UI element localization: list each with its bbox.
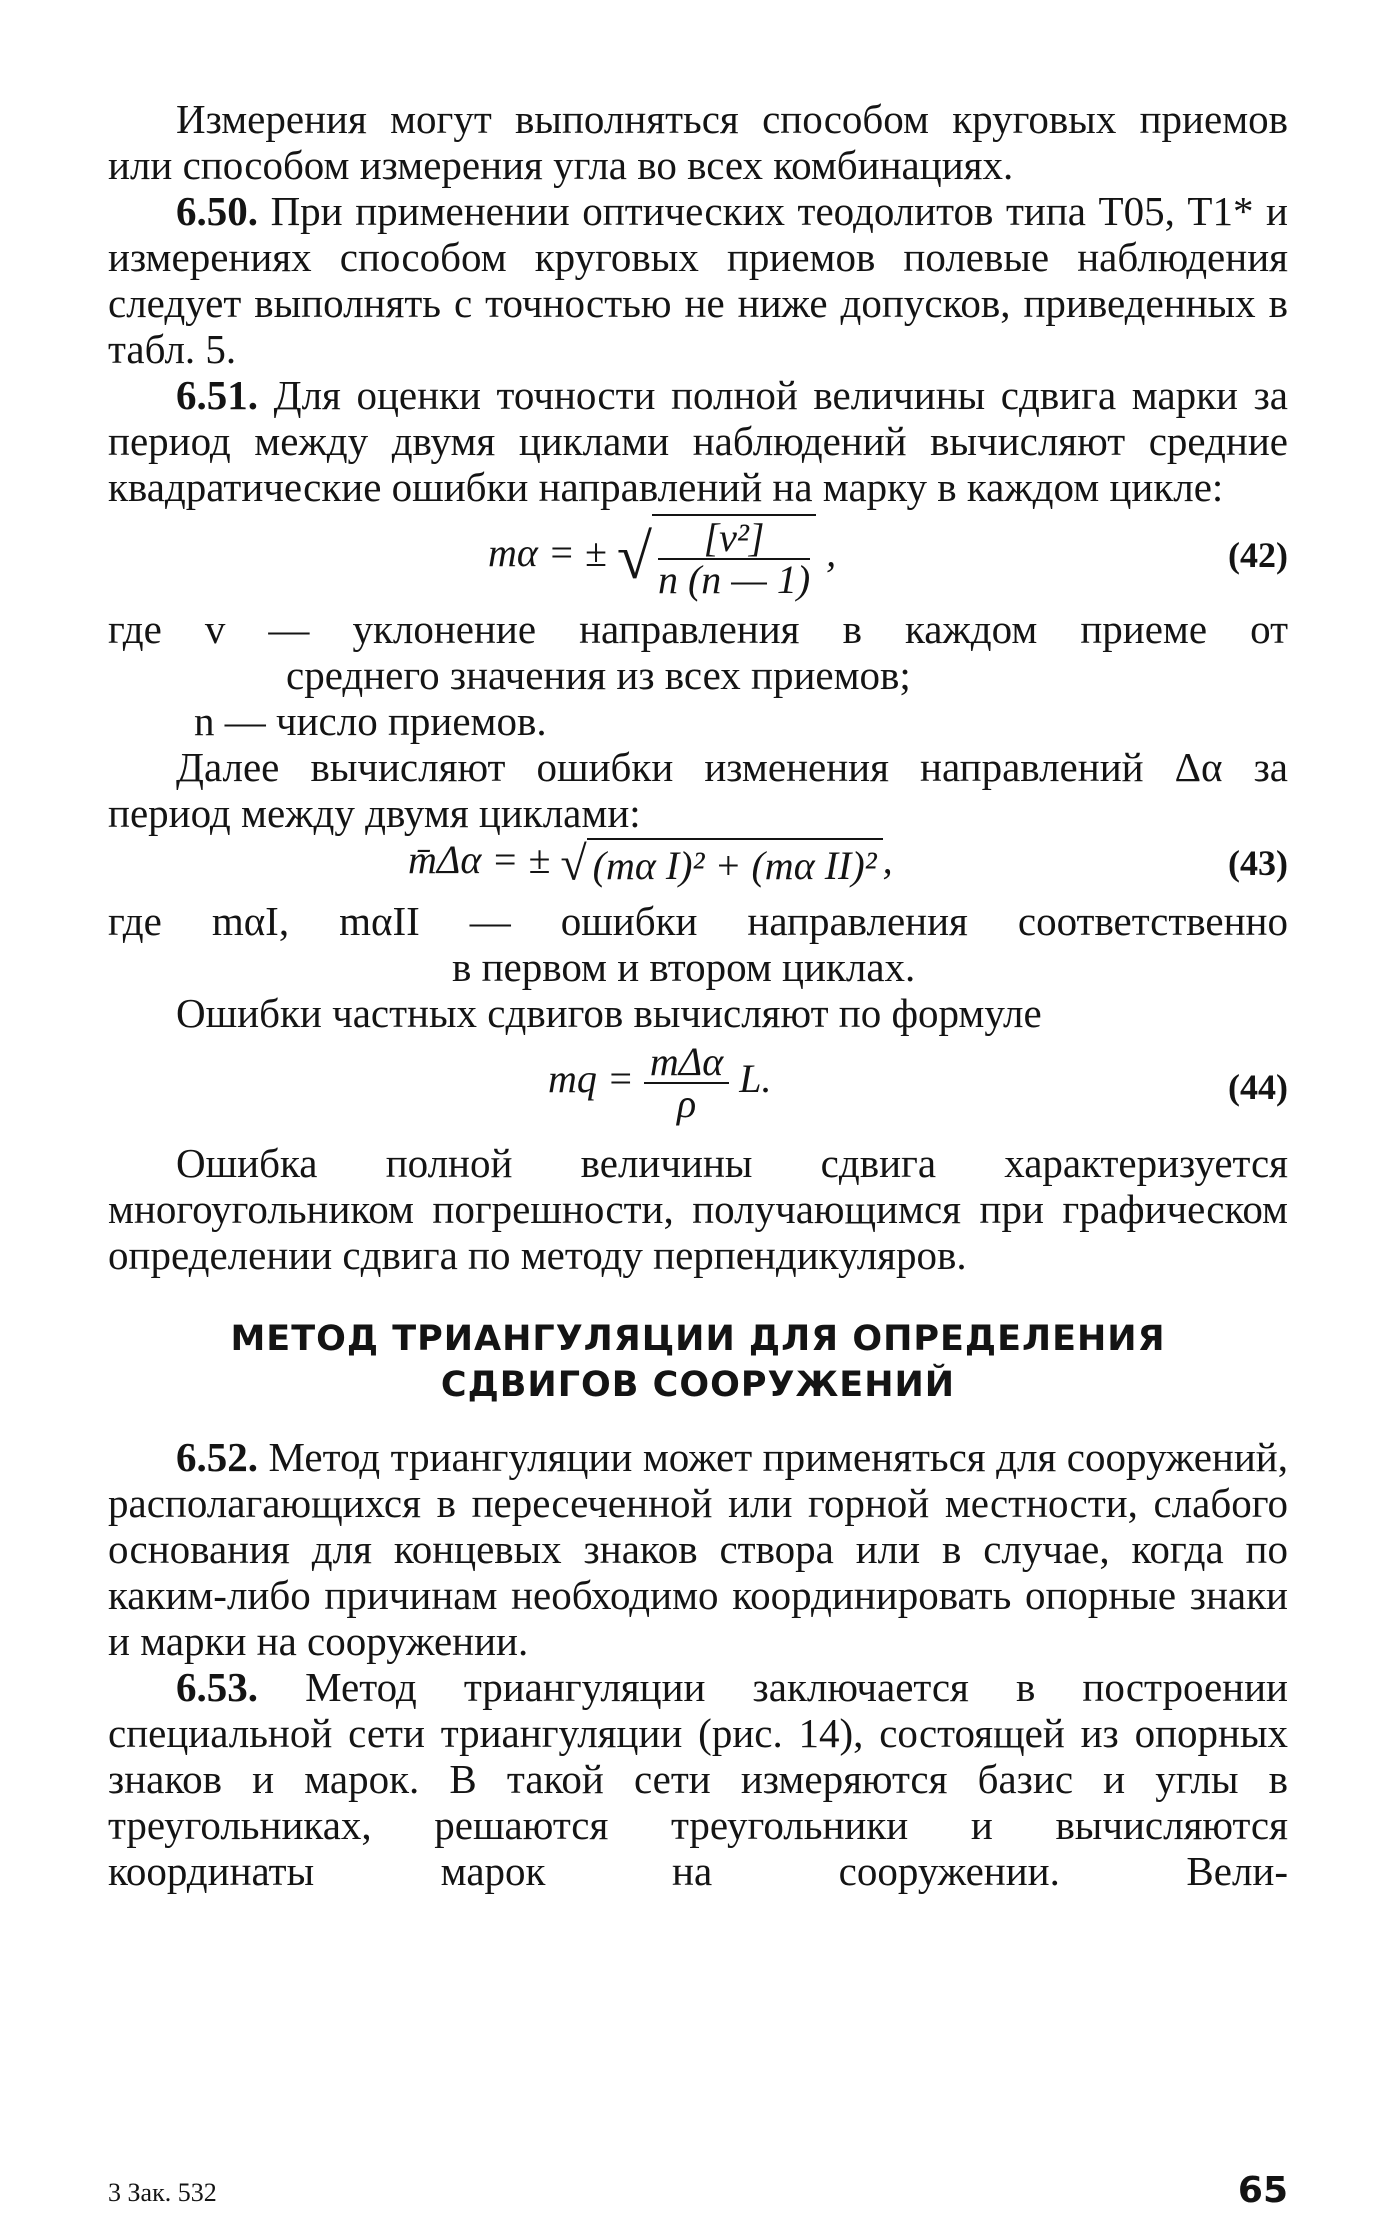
eq43-comma: , <box>882 837 893 882</box>
item-number: 6.51. <box>176 372 258 418</box>
eq42-lhs: mα = ± <box>488 530 607 576</box>
equation-number-42: (42) <box>1228 535 1288 575</box>
paragraph-full-shift-error: Ошибка полной величины сдвига характеризуется многоугольником погрешности, получающимся при графическом определении сдвига по методу перпендикуляров. <box>108 1140 1288 1278</box>
eq43-radicand: (mα I)² + (mα II)² <box>587 838 883 889</box>
item-number: 6.50. <box>176 188 258 234</box>
heading-line-1: МЕТОД ТРИАНГУЛЯЦИИ ДЛЯ ОПРЕДЕЛЕНИЯ <box>230 1319 1166 1359</box>
equation-number-43: (43) <box>1228 843 1288 883</box>
eq42-numerator: [v²] <box>658 518 810 560</box>
eq43-lhs: m̄Δα = ± <box>408 837 551 882</box>
radical-symbol: √ <box>560 837 587 891</box>
paragraph-intro: Измерения могут выполняться способом круговых приемов или способом измерения угла во всех комбинациях. <box>108 96 1288 188</box>
equation-42 <box>108 510 1288 606</box>
paragraph-text: Метод триангуляции заключается в построении специальной сети триангуляции (рис. 14), состоящей из опорных знаков и марок. В такой сети измеряются базис и углы в треугольниках, решаются треугольники и вычисляются координаты марок на сооружении. Вели- <box>108 1664 1288 1894</box>
equation-43 <box>108 836 1288 898</box>
page-footer <box>108 2170 1288 2211</box>
printing-mark: 3 Зак. 532 <box>108 2178 217 2207</box>
eq42-denominator: n (n — 1) <box>657 557 811 602</box>
item-number: 6.52. <box>176 1434 258 1480</box>
paragraph-text: Для оценки точности полной величины сдвига марки за период между двумя циклами наблюдений вычисляют средние квадратические ошибки направлений на марку в каждом цикле: <box>108 372 1288 510</box>
radical-symbol: √ <box>616 521 652 592</box>
paragraph-text: Метод триангуляции может применяться для сооружений, располагающихся в пересеченной или горной местности, слабого основания для концевых знаков створа или в случае, когда по каким-либо причинам необходимо координировать опорные знаки и марки на сооружении. <box>108 1434 1288 1664</box>
item-number: 6.53. <box>176 1664 258 1710</box>
heading-line-2: СДВИГОВ СООРУЖЕНИЙ <box>440 1365 956 1405</box>
eq44-tail: L. <box>739 1056 772 1102</box>
where-v: где v — уклонение направления в каждом приеме от <box>108 606 1288 652</box>
paragraph-6-50 <box>108 188 1288 372</box>
eq44-denominator: ρ <box>676 1081 697 1126</box>
eq44-numerator: mΔα <box>644 1042 729 1084</box>
eq44-lhs: mq = <box>548 1056 634 1102</box>
paragraph-6-53 <box>108 1664 1288 1894</box>
equation-number-44: (44) <box>1228 1067 1288 1107</box>
paragraph-text: При применении оптических теодолитов типа Т05, Т1* и измерениях способом круговых приемов полевые наблюдения следует выполнять с точностью не ниже допусков, приведенных в табл. 5. <box>108 188 1288 372</box>
paragraph-6-52 <box>108 1434 1288 1664</box>
eq42-comma: , <box>826 530 837 576</box>
eq42-radicand <box>652 514 816 600</box>
where-m-cont: в первом и втором циклах. <box>452 944 916 990</box>
paragraph-partial-shifts: Ошибки частных сдвигов вычисляют по формуле <box>176 990 1042 1036</box>
equation-44 <box>108 1036 1288 1140</box>
where-n: n — число приемов. <box>194 698 547 744</box>
paragraph-dalee: Далее вычисляют ошибки изменения направлений Δα за период между двумя циклами: <box>108 744 1288 836</box>
section-heading <box>108 1316 1288 1408</box>
page-number: 65 <box>1237 2170 1288 2211</box>
page-body <box>108 96 1288 1894</box>
where-m: где mαI, mαII — ошибки направления соответственно <box>108 898 1288 944</box>
where-v-cont: среднего значения из всех приемов; <box>286 652 911 698</box>
paragraph-6-51 <box>108 372 1288 510</box>
